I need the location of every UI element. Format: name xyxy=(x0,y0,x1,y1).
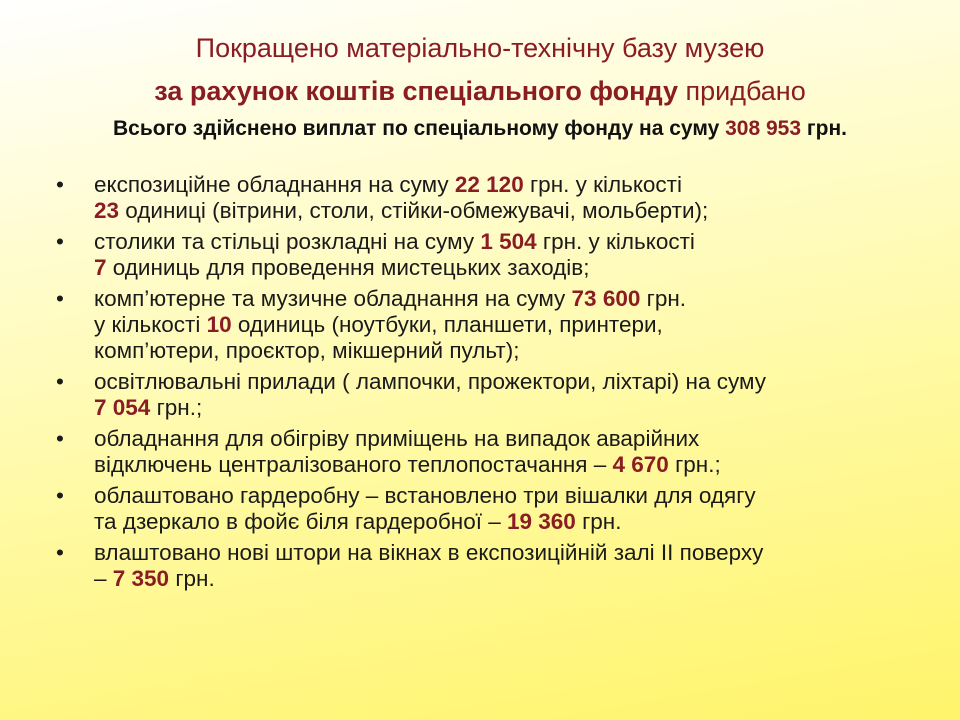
total-payments-summary xyxy=(0,117,960,141)
bullet-marker: • xyxy=(56,369,64,394)
item-line: обладнання для обігріву приміщень на випадок аварійних xyxy=(94,426,700,451)
slide-title-line-1: Покращено матеріально-технічну базу музею xyxy=(195,33,765,63)
list-item-lighting xyxy=(56,369,936,421)
item-line xyxy=(94,286,936,312)
bullet-marker: • xyxy=(56,483,64,508)
bullet-marker: • xyxy=(56,426,64,451)
slide-title-line-2 xyxy=(0,76,960,107)
list-item-cloakroom xyxy=(56,483,936,535)
summary-currency: грн. xyxy=(801,117,847,140)
bullet-marker: • xyxy=(56,286,64,311)
summary-total-amount: 308 953 xyxy=(725,117,802,140)
item-text: відключень централізованого теплопостачання – xyxy=(94,452,613,477)
item-line xyxy=(94,172,936,198)
item-line: освітлювальні прилади ( лампочки, прожектори, ліхтарі) на суму xyxy=(94,369,766,394)
item-text: грн. xyxy=(640,286,687,311)
bullet-marker: • xyxy=(56,229,64,254)
title-fund-phrase: за рахунок коштів спеціального фонду xyxy=(154,76,678,106)
item-text: грн. xyxy=(169,566,215,591)
item-line: влаштовано нові штори на вікнах в експозиційній залі ІІ поверху xyxy=(94,540,764,565)
item-line xyxy=(94,395,936,421)
bullet-marker: • xyxy=(56,540,64,565)
item-text: грн. xyxy=(575,509,622,534)
item-amount: 73 600 xyxy=(571,286,641,311)
item-line xyxy=(94,255,936,281)
item-line xyxy=(94,452,936,478)
item-amount: 22 120 xyxy=(454,172,524,197)
item-quantity: 10 xyxy=(206,312,232,337)
list-item-folding-furniture xyxy=(56,229,936,281)
item-amount: 1 504 xyxy=(480,229,537,254)
item-amount: 19 360 xyxy=(507,509,576,534)
item-text: столики та стільці розкладні на суму xyxy=(94,229,481,254)
item-line xyxy=(94,229,936,255)
item-text: – xyxy=(94,566,113,591)
list-item-exhibition-equipment xyxy=(56,172,936,224)
item-amount: 7 054 xyxy=(94,395,151,420)
purchases-list xyxy=(56,172,936,597)
item-line xyxy=(94,566,936,592)
item-text: у кількості xyxy=(94,312,207,337)
item-quantity: 23 xyxy=(94,198,120,223)
list-item-heating xyxy=(56,426,936,478)
item-amount: 4 670 xyxy=(612,452,669,477)
item-line xyxy=(94,509,936,535)
item-line: комп’ютери, проєктор, мікшерний пульт); xyxy=(94,338,520,363)
item-line: облаштовано гардеробну – встановлено три вішалки для одягу xyxy=(94,483,756,508)
list-item-curtains xyxy=(56,540,936,592)
summary-text: Всього здійснено виплат по спеціальному фонду на суму xyxy=(113,117,726,140)
item-text: одиниць для проведення мистецьких заходів; xyxy=(106,255,590,280)
item-quantity: 7 xyxy=(94,255,107,280)
item-line xyxy=(94,198,936,224)
item-text: грн. у кількості xyxy=(523,172,682,197)
item-line xyxy=(94,312,936,338)
item-text: та дзеркало в фойє біля гардеробної – xyxy=(94,509,507,534)
item-text: грн. у кількості xyxy=(536,229,695,254)
item-text: експозиційне обладнання на суму xyxy=(94,172,455,197)
item-amount: 7 350 xyxy=(112,566,170,591)
item-text: грн.; xyxy=(150,395,203,420)
item-text: комп’ютерне та музичне обладнання на суму xyxy=(94,286,572,311)
item-text: грн.; xyxy=(668,452,721,477)
bullet-marker: • xyxy=(56,172,64,197)
item-text: одиниць (ноутбуки, планшети, принтери, xyxy=(231,312,663,337)
item-text: одиниці (вітрини, столи, стійки-обмежувачі, мольберти); xyxy=(119,198,709,223)
title-tail: придбано xyxy=(677,76,806,106)
list-item-computer-equipment xyxy=(56,286,936,364)
